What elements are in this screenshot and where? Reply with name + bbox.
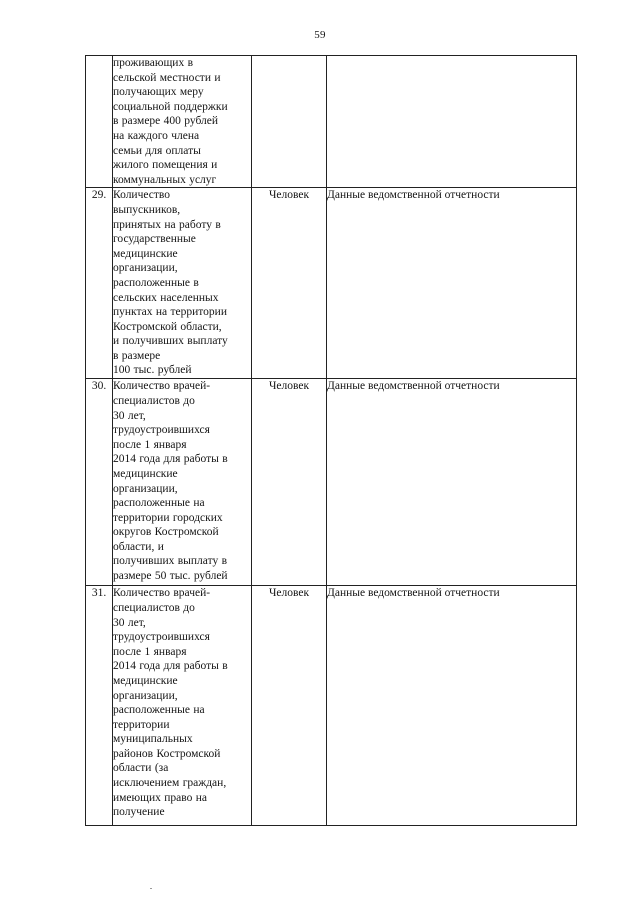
unit-cell: Человек <box>252 586 327 826</box>
table-row <box>86 56 577 188</box>
source-cell: Данные ведомственной отчетности <box>327 379 577 586</box>
indicator-name-cell <box>113 586 252 826</box>
indicator-name-text: Количество врачей- специалистов до 30 лет, трудоустроившихся после 1 января 2014 года для работы в медицинские организации, расположенные на территории городских округов Костромской области, и получивших выплату в размере 50 тыс. рублей <box>113 380 228 583</box>
row-number-cell <box>86 56 113 188</box>
unit-cell: Человек <box>252 379 327 586</box>
table-row <box>86 379 577 586</box>
row-number-cell: 30. <box>86 379 113 586</box>
scan-artifact <box>150 888 152 889</box>
row-number-cell: 31. <box>86 586 113 826</box>
unit-cell <box>252 56 327 188</box>
row-number-cell: 29. <box>86 188 113 379</box>
indicator-name-cell <box>113 379 252 586</box>
indicator-name-cell <box>113 188 252 379</box>
source-cell: Данные ведомственной отчетности <box>327 188 577 379</box>
indicator-name-text: Количество выпускников, принятых на работу в государственные медицинские организации, расположенные в сельских населенных пунктах на территории Костромской области, и получивших выплату в размере 100 тыс. рублей <box>113 189 228 377</box>
indicator-name-cell <box>113 56 252 188</box>
source-cell: Данные ведомственной отчетности <box>327 586 577 826</box>
indicator-table <box>85 55 577 826</box>
table-row <box>86 188 577 379</box>
page-number: 59 <box>314 29 326 41</box>
table-row <box>86 586 577 826</box>
unit-cell: Человек <box>252 188 327 379</box>
indicator-name-text: Количество врачей- специалистов до 30 лет, трудоустроившихся после 1 января 2014 года для работы в медицинские организации, расположенные на территории муниципальных районов Костромской области (за исключением граждан, имеющих право на получение <box>113 587 228 819</box>
indicator-name-text: проживающих в сельской местности и получающих меру социальной поддержки в размере 400 рублей на каждого члена семьи для оплаты жилого помещения и коммунальных услуг <box>113 57 228 186</box>
source-cell <box>327 56 577 188</box>
